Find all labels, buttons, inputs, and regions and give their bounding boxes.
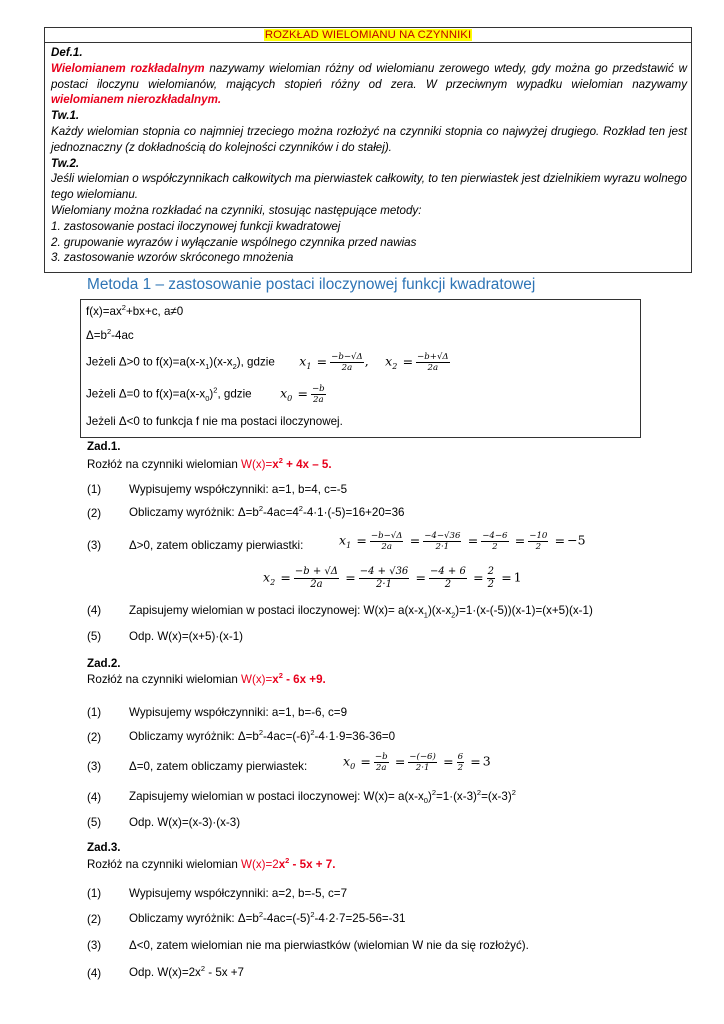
zad1-step3-num: (3) — [87, 539, 102, 552]
page-title: ROZKŁAD WIELOMIANU NA CZYNNIKI — [264, 29, 472, 41]
tw2-label: Tw.2. — [51, 156, 80, 170]
method-item-1: 1. zastosowanie postaci iloczynowej funkcji kwadratowej — [51, 219, 341, 233]
zad2-step4-text: Zapisujemy wielomian w postaci iloczynowej: $W(x)= a(x-x_0)^2=1\cdot(x-3)^2=(x-3)^2$ — [129, 788, 516, 806]
title-bar — [45, 28, 691, 43]
zad1-x1-equation: $x_1$ = $\frac{-b-√\Delta}{2a}$ = $\frac{-4-√36}{2\cdot 1}$ = $\frac{-4-6}{2}$ = $\frac{-10}{2}$ = −5 — [339, 531, 586, 552]
zad2-x0-equation: $x_0$ = $\frac{-b}{2a}$ = $\frac{-(-6)}{2\cdot 1}$ = $\frac{6}{2}$ = 3 — [343, 752, 491, 773]
x0-fraction: $\frac{-b}{2a}$ — [311, 384, 325, 405]
zad1-step5-text: Odp. W(x)=(x+5)·(x-1) — [129, 630, 244, 643]
def1-term2: wielomianem nierozkładalnym. — [51, 93, 222, 107]
zad1-label: Zad.1. — [87, 440, 121, 453]
method-item-2: 2. grupowanie wyrazów i wyłączanie wspólnego czynnika przed nawias — [51, 235, 417, 249]
zad1-step2-num: (2) — [87, 507, 102, 520]
zad2-step1-text: Wypisujemy współczynniki: a=1, b=-6, c=9 — [129, 706, 348, 719]
zad3-step3-num: (3) — [87, 939, 102, 952]
zad1-step4-num: (4) — [87, 604, 102, 617]
def1-body: nazywamy wielomian różny od wielomianu zerowego wtedy, gdy można go przedstawić w postaci iloczynu wielomianów, mających stopień różny od zera. W przeciwnym wypadku wielomian nazywamy — [51, 61, 687, 91]
zad2-step5-num: (5) — [87, 816, 102, 829]
formula-box — [80, 299, 641, 438]
methods-intro: Wielomiany można rozkładać na czynniki, stosując następujące metody: — [51, 203, 422, 217]
zad1-step1-num: (1) — [87, 483, 102, 496]
zad3-step1-text: Wypisujemy współczynniki: a=2, b=-5, c=7 — [129, 887, 348, 900]
zad2-step1-num: (1) — [87, 706, 102, 719]
def1-label: Def.1. — [51, 46, 83, 59]
tw2-text: Jeśli wielomian o współczynnikach całkowitych ma pierwiastek całkowity, to ten pierwiastek jest dzielnikiem wyrazu wolnego tego wielomianu. — [51, 172, 687, 202]
zad3-step2-num: (2) — [87, 913, 102, 926]
zad2-step2-text: Obliczamy wyróżnik: $\Delta=b^2-4ac=(-6)^2-4\cdot 1\cdot 9=36-36=0$ — [129, 728, 396, 743]
theory-content — [45, 43, 691, 266]
zad3-step2-text: Obliczamy wyróżnik: $\Delta=b^2-4ac=(-5)^2-4\cdot 2\cdot 7=25-56=-31$ — [129, 910, 406, 925]
def1-term1: Wielomianem rozkładalnym — [51, 61, 205, 75]
tw1-label: Tw.1. — [51, 109, 80, 123]
zad1-step5-num: (5) — [87, 630, 102, 643]
case-delta-zero: Jeżeli Δ=0 to $f(x)=a(x-x_0)^2$, gdzie $x_0$ = $\frac{-b}{2a}$ — [86, 384, 325, 405]
zad1-step3-text: Δ>0, zatem obliczamy pierwiastki: — [129, 539, 304, 552]
zad1-prompt: Rozłóż na czynniki wielomian $W(x)=x^2 + 4x - 5$. — [87, 456, 332, 471]
zad2-step2-num: (2) — [87, 731, 102, 744]
zad2-step3-text: Δ=0, zatem obliczamy pierwiastek: — [129, 760, 308, 773]
zad1-step1-text: Wypisujemy współczynniki: a=1, b=4, c=-5 — [129, 483, 348, 496]
zad3-prompt: Rozłóż na czynniki wielomian $W(x)=2x^2 - 5x + 7$. — [87, 856, 336, 871]
quadratic-formula: $f(x)=ax^2+bx+c$, a≠0 — [86, 303, 184, 318]
zad3-step3-text: Δ<0, zatem wielomian nie ma pierwiastków (wielomian W nie da się rozłożyć). — [129, 939, 529, 952]
x1-fraction: $\frac{-b-√\Delta}{2a}$ — [331, 352, 363, 373]
case-delta-negative: Jeżeli Δ<0 to funkcja f nie ma postaci iloczynowej. — [86, 415, 343, 428]
zad3-step4-num: (4) — [87, 967, 102, 980]
case-delta-positive: Jeżeli Δ>0 to $f(x)=a(x-x_1)(x-x_2)$, gdzie $x_1$ = $\frac{-b-√\Delta}{2a}$ , $x_2$ = $\frac{-b+√\Delta}{2a}$ — [86, 352, 449, 373]
zad2-step4-num: (4) — [87, 791, 102, 804]
tw1-text: Każdy wielomian stopnia co najmniej trzeciego można rozłożyć na czynniki stopnia co najwyżej drugiego. Rozkład ten jest jednoznaczny (z dokładnością do kolejności czynników i do stałej). — [51, 124, 687, 154]
method1-heading: Metoda 1 – zastosowanie postaci iloczynowej funkcji kwadratowej — [87, 276, 536, 293]
zad3-step1-num: (1) — [87, 887, 102, 900]
x2-fraction: $\frac{-b+√\Delta}{2a}$ — [417, 352, 449, 373]
zad3-step4-text: Odp. $W(x)=2x^2 - 5x +7$ — [129, 964, 245, 979]
zad2-step3-num: (3) — [87, 760, 102, 773]
zad2-step5-text: Odp. W(x)=(x-3)·(x-3) — [129, 816, 241, 829]
zad2-prompt: Rozłóż na czynniki wielomian $W(x)=x^2 - 6x +9$. — [87, 671, 326, 686]
zad2-label: Zad.2. — [87, 657, 121, 670]
method-item-3: 3. zastosowanie wzorów skróconego mnożenia — [51, 251, 294, 265]
zad1-step2-text: Obliczamy wyróżnik: $\Delta=b^2-4ac=4^2-4\cdot 1\cdot(-5)=16+20=36$ — [129, 504, 405, 519]
delta-formula: $\Delta=b^2-4ac$ — [86, 327, 134, 342]
def1-text — [51, 61, 687, 108]
theory-box — [44, 27, 692, 273]
zad1-step4-text: Zapisujemy wielomian w postaci iloczynowej: $W(x)= a(x-x_1)(x-x_2)=1\cdot(x-(-5))(x-1)=(x+5)(x-1)$ — [129, 604, 593, 620]
zad3-label: Zad.3. — [87, 841, 121, 854]
zad1-x2-equation: $x_2$ = $\frac{-b + √\Delta}{2a}$ = $\frac{-4 + √36}{2\cdot 1}$ = $\frac{-4 + 6}{2}$ = $\frac{2}{2}$ = 1 — [263, 566, 522, 590]
